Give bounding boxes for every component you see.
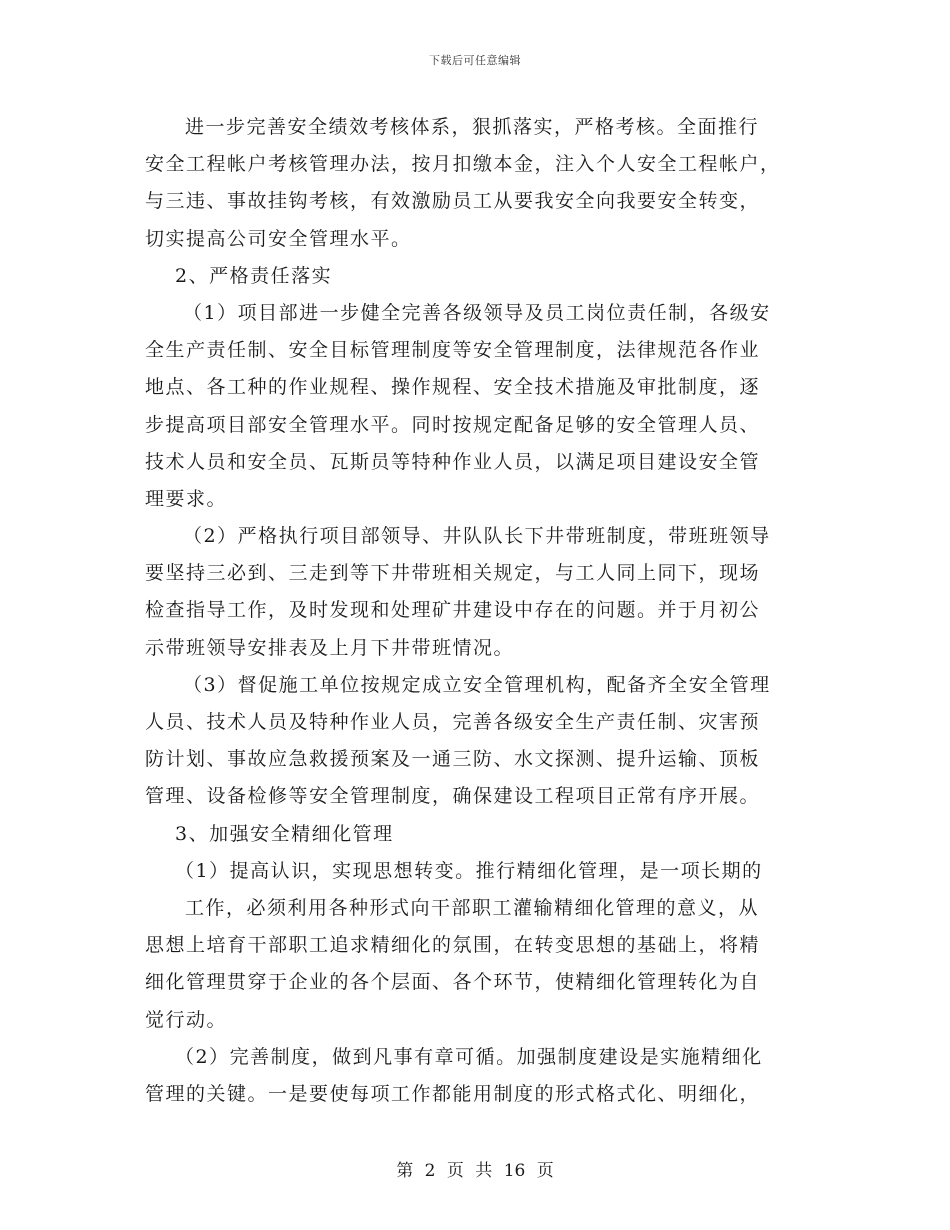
- text-line: 安全工程帐户考核管理办法，按月扣缴本金，注入个人安全工程帐户，: [145, 153, 781, 176]
- text-line: 觉行动。: [145, 1008, 228, 1031]
- footer-current-page: 2: [424, 1161, 436, 1181]
- text-line: 切实提高公司安全管理水平。: [145, 227, 412, 250]
- text-line: 地点、各工种的作业规程、操作规程、安全技术措施及审批制度，逐: [145, 376, 761, 399]
- footer-label-total: 共: [475, 1161, 493, 1181]
- document-body: [145, 109, 815, 1113]
- text-line: 检查指导工作，及时发现和处理矿井建设中存在的问题。并于月初公: [145, 599, 761, 622]
- text-line: 进一步完善安全绩效考核体系，狠抓落实，严格考核。全面推行: [185, 116, 760, 138]
- text-line: （1）提高认识，实现思想转变。推行精细化管理，是一项长期的: [175, 859, 763, 882]
- text-line: 管理、设备检修等安全管理制度，确保建设工程项目正常有序开展。: [145, 785, 761, 808]
- text-line: 3、加强安全精细化管理: [175, 822, 394, 845]
- text-line: 细化管理贯穿于企业的各个层面、各个环节，使精细化管理转化为自: [145, 971, 761, 994]
- text-line: 示带班领导安排表及上月下井带班情况。: [145, 636, 515, 659]
- text-line: （2）严格执行项目部领导、井队队长下井带班制度，带班班领导: [183, 525, 771, 548]
- page-header: 下载后可任意编辑: [429, 54, 521, 67]
- footer-label-page: 第: [396, 1161, 414, 1181]
- footer-label-unit-end: 页: [536, 1161, 554, 1181]
- text-line: 与三违、事故挂钩考核，有效激励员工从要我安全向我要安全转变，: [145, 190, 761, 213]
- text-line: 2、严格责任落实: [175, 264, 333, 287]
- text-line: 技术人员和安全员、瓦斯员等特种作业人员，以满足项目建设安全管: [145, 450, 761, 473]
- text-line: 理要求。: [145, 487, 228, 510]
- text-line: （2）完善制度，做到凡事有章可循。加强制度建设是实施精细化: [175, 1045, 763, 1068]
- text-line: 步提高项目部安全管理水平。同时按规定配备足够的安全管理人员、: [145, 413, 761, 436]
- footer-total-pages: 16: [503, 1161, 526, 1181]
- text-line: 全生产责任制、安全目标管理制度等安全管理制度，法律规范各作业: [145, 339, 761, 362]
- text-line: 要坚持三必到、三走到等下井带班相关规定，与工人同上同下，现场: [145, 562, 761, 585]
- footer-label-unit: 页: [446, 1161, 464, 1181]
- text-line: 管理的关键。一是要使每项工作都能用制度的形式格式化、明细化，: [145, 1082, 761, 1105]
- text-line: （3）督促施工单位按规定成立安全管理机构，配备齐全安全管理: [183, 673, 771, 696]
- page-footer: [0, 1156, 950, 1181]
- text-line: 防计划、事故应急救援预案及一通三防、水文探测、提升运输、顶板: [145, 748, 761, 771]
- text-line: 人员、技术人员及特种作业人员，完善各级安全生产责任制、灾害预: [145, 711, 761, 733]
- text-line: 思想上培育干部职工追求精细化的氛围，在转变思想的基础上，将精: [145, 934, 761, 957]
- text-line: （1）项目部进一步健全完善各级领导及员工岗位责任制，各级安: [183, 301, 771, 324]
- text-line: 工作，必须利用各种形式向干部职工灌输精细化管理的意义，从: [185, 896, 760, 919]
